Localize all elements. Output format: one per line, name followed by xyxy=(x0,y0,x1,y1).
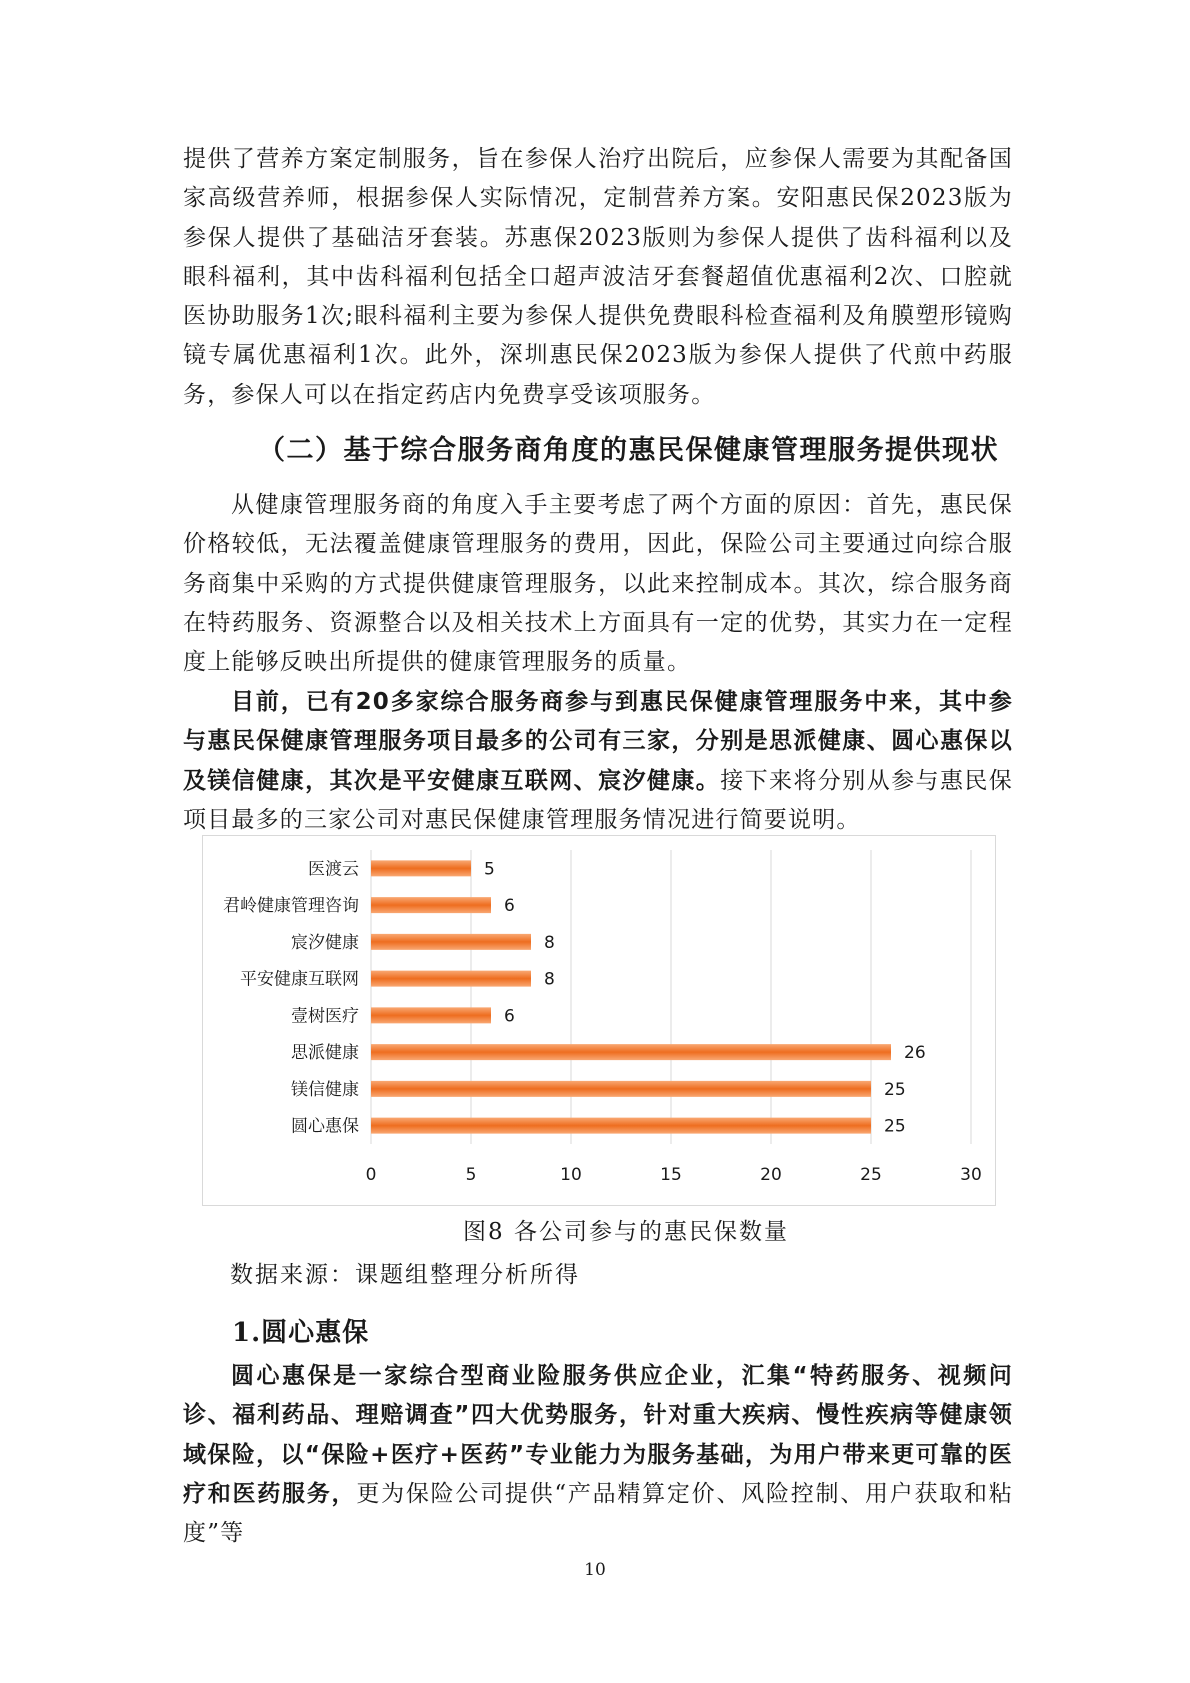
bar xyxy=(371,1118,871,1134)
bar xyxy=(371,934,531,950)
category-label: 君岭健康管理咨询 xyxy=(223,896,359,917)
x-tick-label: 10 xyxy=(560,1165,582,1185)
category-label: 壹树医疗 xyxy=(291,1006,359,1027)
chart-bars xyxy=(371,860,891,1133)
category-label: 医渡云 xyxy=(308,859,359,880)
x-tick-label: 30 xyxy=(960,1165,982,1185)
value-label: 25 xyxy=(884,1116,906,1137)
bar xyxy=(371,897,491,913)
category-label: 思派健康 xyxy=(291,1043,359,1064)
x-tick-label: 20 xyxy=(760,1165,782,1185)
bar xyxy=(371,971,531,987)
bar xyxy=(371,1044,891,1060)
paragraph-top-providers xyxy=(183,683,1013,840)
x-tick-label: 0 xyxy=(365,1165,377,1185)
paragraph-text: 更为保险公司提供“产品精算定价、风险控制、用户获取和粘度”等 xyxy=(183,1480,1013,1547)
paragraph-nutrition-services xyxy=(183,140,1013,415)
category-label: 镁信健康 xyxy=(291,1079,359,1100)
data-source-note: 数据来源：课题组整理分析所得 xyxy=(230,1262,580,1288)
bar xyxy=(371,1081,871,1097)
section-heading: （二）基于综合服务商角度的惠民保健康管理服务提供现状 xyxy=(258,435,999,466)
bold-text: 圆心惠保是一家综合型商业险服务供应企业，汇集“特药服务、视频问诊、福利药品、理赔调查”四大优势服务，针对重大疾病、慢性疾病等健康领域保险，以“保险+医疗+医药”专业能力为服务基础，为用户带来更可靠的医疗和医药服务， xyxy=(183,1363,1013,1507)
chart-gridlines xyxy=(371,850,971,1144)
paragraph-provider-reasons xyxy=(183,486,1013,682)
bar xyxy=(371,860,471,876)
bar-chart-svg xyxy=(203,836,995,1205)
bar xyxy=(371,1007,491,1023)
value-label: 25 xyxy=(884,1079,906,1100)
value-label: 6 xyxy=(504,896,515,917)
value-label: 6 xyxy=(504,1006,515,1027)
category-label: 平安健康互联网 xyxy=(240,969,359,990)
value-label: 26 xyxy=(904,1043,926,1064)
value-label: 8 xyxy=(544,932,555,953)
value-label: 5 xyxy=(484,859,495,880)
paragraph-yuanxin-intro xyxy=(183,1357,1013,1553)
bold-text: 目前，已有20多家综合服务商参与到惠民保健康管理服务中来，其中参与惠民保健康管理服务项目最多的公司有三家，分别是思派健康、圆心惠保以及镁信健康，其次是平安健康互联网、宸汐健康。 xyxy=(183,689,1013,794)
x-tick-label: 15 xyxy=(660,1165,682,1185)
paragraph-text: 从健康管理服务商的角度入手主要考虑了两个方面的原因：首先，惠民保价格较低，无法覆盖健康管理服务的费用，因此，保险公司主要通过向综合服务商集中采购的方式提供健康管理服务，以此来控制成本。其次，综合服务商在特药服务、资源整合以及相关技术上方面具有一定的优势，其实力在一定程度上能够反映出所提供的健康管理服务的质量。 xyxy=(183,492,1013,676)
bar-chart xyxy=(202,835,996,1206)
figure-caption: 图8 各公司参与的惠民保数量 xyxy=(463,1219,789,1245)
category-label: 圆心惠保 xyxy=(291,1116,359,1137)
paragraph-text: 提供了营养方案定制服务，旨在参保人治疗出院后，应参保人需要为其配备国家高级营养师，根据参保人实际情况，定制营养方案。安阳惠民保2023版为参保人提供了基础洁牙套装。苏惠保2023版则为参保人提供了齿科福利以及眼科福利，其中齿科福利包括全口超声波洁牙套餐超值优惠福利2次、口腔就医协助服务1次;眼科福利主要为参保人提供免费眼科检查福利及角膜塑形镜购镜专属优惠福利1次。此外，深圳惠民保2023版为参保人提供了代煎中药服务，参保人可以在指定药店内免费享受该项服务。 xyxy=(183,146,1013,408)
chart-labels xyxy=(223,859,982,1185)
x-tick-label: 5 xyxy=(465,1165,477,1185)
page-number: 10 xyxy=(584,1560,606,1580)
x-tick-label: 25 xyxy=(860,1165,882,1185)
category-label: 宸汐健康 xyxy=(291,932,359,953)
paragraph-text: 接下来将分别从参与惠民保项目最多的三家公司对惠民保健康管理服务情况进行简要说明。 xyxy=(183,767,1013,833)
subsection-heading: 1.圆心惠保 xyxy=(232,1318,370,1348)
value-label: 8 xyxy=(544,969,555,990)
